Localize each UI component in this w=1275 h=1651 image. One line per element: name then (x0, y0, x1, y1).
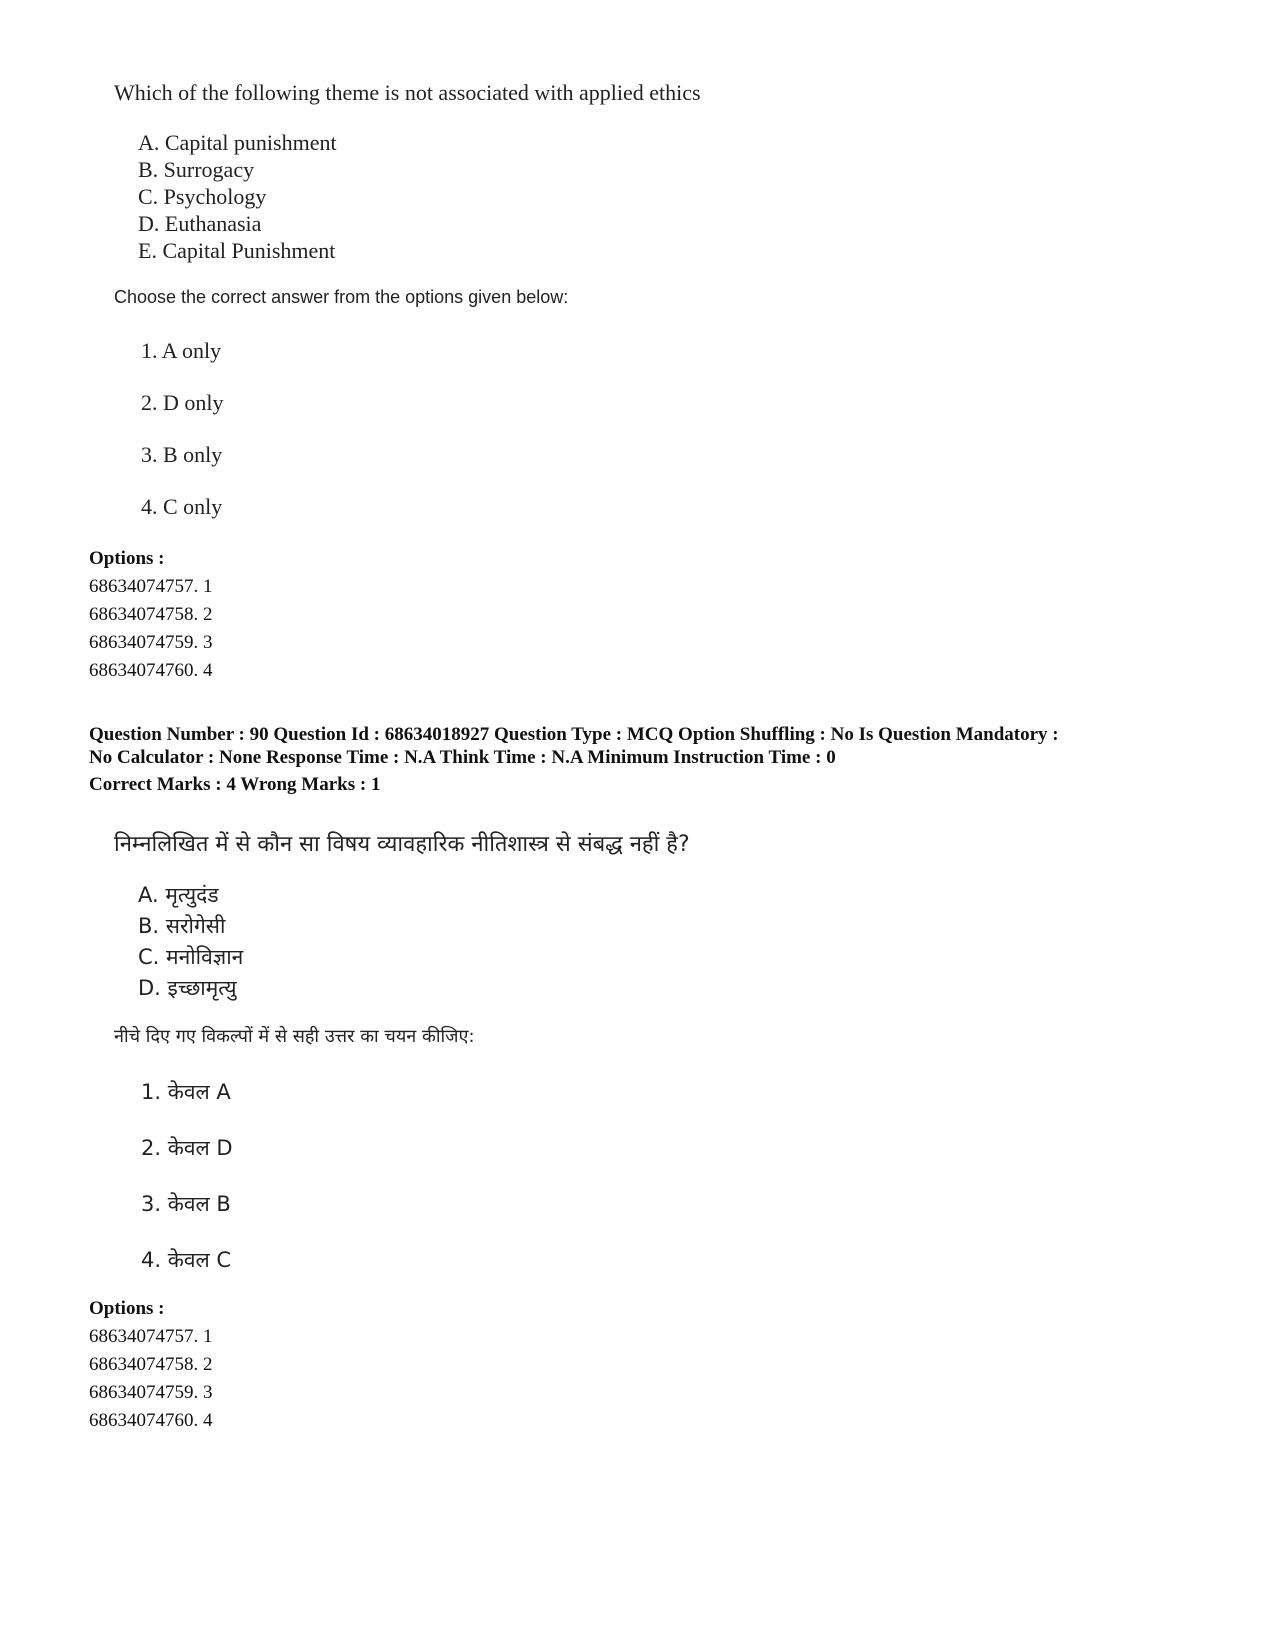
statement-item: D. Euthanasia (138, 211, 262, 236)
choice-item: 2. केवल D (141, 1136, 233, 1160)
statement-list-english (138, 129, 337, 264)
options-label: Options : (89, 1298, 165, 1319)
choice-item: 4. C only (141, 494, 223, 519)
option-id-item: 68634074757. 1 (89, 576, 213, 597)
option-id-item: 68634074760. 4 (89, 1410, 213, 1431)
choice-item: 3. केवल B (141, 1192, 231, 1216)
options-label: Options : (89, 548, 165, 569)
option-id-item: 68634074757. 1 (89, 1326, 213, 1347)
option-id-item: 68634074758. 2 (89, 604, 213, 625)
option-id-item: 68634074758. 2 (89, 1354, 213, 1375)
choice-item: 4. केवल C (141, 1248, 232, 1272)
option-id-item: 68634074759. 3 (89, 1382, 213, 1403)
instruction-english: Choose the correct answer from the options given below: (114, 287, 569, 307)
choice-item: 1. केवल A (141, 1080, 231, 1104)
question-meta-line-2: No Calculator : None Response Time : N.A Think Time : N.A Minimum Instruction Time : 0 (89, 747, 836, 768)
question-meta-line-1: Question Number : 90 Question Id : 68634018927 Question Type : MCQ Option Shuffling : No Is Question Mandatory : (89, 724, 1059, 745)
instruction-hindi: नीचे दिए गए विकल्पों में से सही उत्तर का चयन कीजिए: (114, 1026, 475, 1047)
statement-item: E. Capital Punishment (138, 238, 336, 263)
question-text-hindi: निम्नलिखित में से कौन सा विषय व्यावहारिक नीतिशास्त्र से संबद्ध नहीं है? (114, 832, 690, 857)
choice-item: 1. A only (141, 338, 222, 363)
option-id-list (89, 573, 213, 685)
statement-item: B. सरोगेसी (138, 914, 226, 938)
choice-item: 2. D only (141, 390, 224, 415)
option-id-item: 68634074760. 4 (89, 660, 213, 681)
option-id-list (89, 1323, 213, 1435)
statement-item: A. मृत्युदंड (138, 883, 219, 907)
question-text-english: Which of the following theme is not associated with applied ethics (114, 80, 701, 105)
option-id-item: 68634074759. 3 (89, 632, 213, 653)
statement-item: A. Capital punishment (138, 130, 337, 155)
statement-item: C. Psychology (138, 184, 267, 209)
choice-item: 3. B only (141, 442, 223, 467)
statement-item: C. मनोविज्ञान (138, 945, 244, 969)
question-meta-line-3: Correct Marks : 4 Wrong Marks : 1 (89, 774, 381, 795)
statement-item: D. इच्छामृत्यु (138, 976, 237, 1000)
statement-list-hindi (138, 880, 243, 1004)
statement-item: B. Surrogacy (138, 157, 255, 182)
